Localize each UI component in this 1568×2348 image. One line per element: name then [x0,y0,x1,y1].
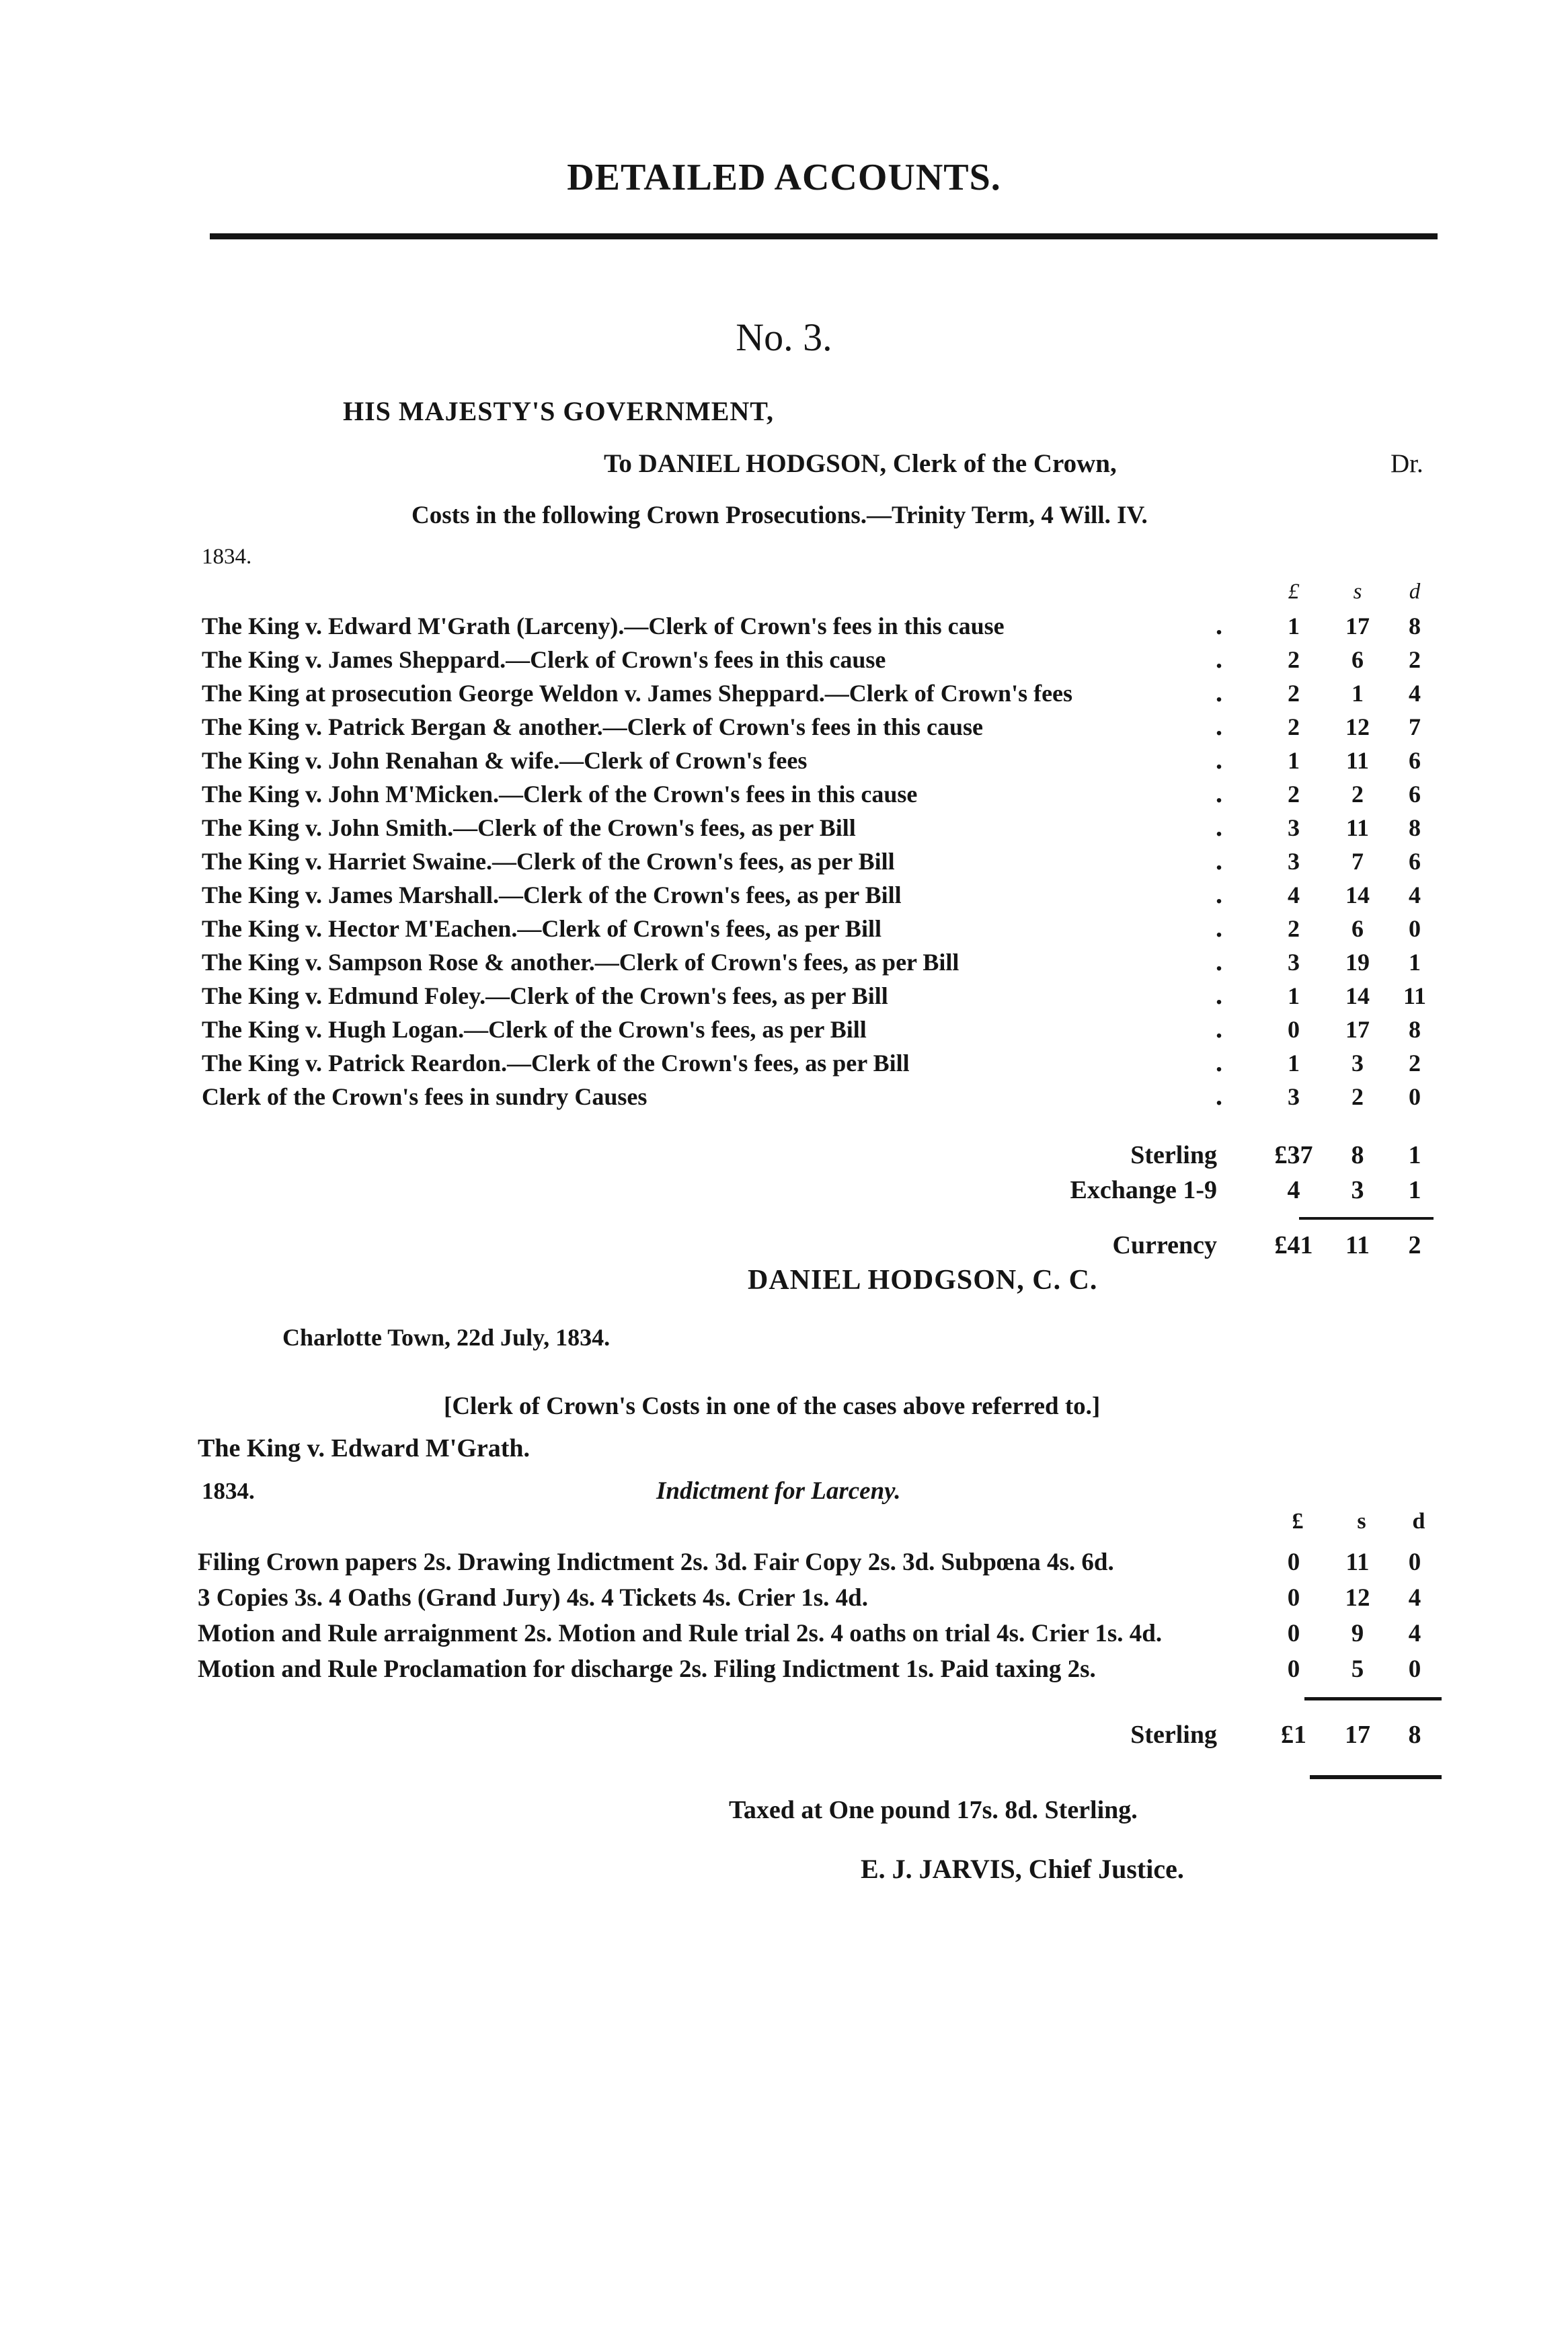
row-description: The King v. Edmund Foley.—Clerk of the Crown's fees, as per Bill [202,982,888,1009]
exchange-pounds: 4 [1287,1176,1300,1204]
row-pounds: 3 [1288,814,1300,841]
row-amount [1260,1049,1442,1083]
sterling-total [968,1140,1446,1174]
row-description: The King v. James Marshall.—Clerk of the Crown's fees, as per Bill [202,882,902,908]
fee-shillings: 12 [1345,1584,1370,1612]
fee-amount [1260,1548,1442,1583]
currency-label: Currency [1112,1231,1217,1259]
currency-total [968,1230,1446,1264]
row-pence: 6 [1409,848,1421,875]
row-shillings: 11 [1345,814,1369,841]
row-pounds: 2 [1288,646,1300,673]
place-date: Charlotte Town, 22d July, 1834. [282,1324,611,1351]
row-description: The King v. James Sheppard.—Clerk of Crown's fees in this cause [202,646,886,673]
fees-sterling-amount [1260,1720,1442,1754]
account-row [202,612,1446,645]
fee-pounds: 0 [1287,1655,1300,1683]
total-rule [1299,1217,1434,1220]
row-pence: 8 [1409,1016,1421,1043]
leader-dot: . [1216,946,1222,976]
row-shillings: 11 [1345,747,1369,774]
row-description: The King v. John M'Micken.—Clerk of the Crown's fees in this cause [202,781,918,808]
row-description: The King v. Patrick Bergan & another.—Clerk of Crown's fees in this cause [202,713,983,740]
fee-shillings: 9 [1351,1620,1364,1647]
row-pence: 0 [1409,915,1421,942]
fee-amount [1260,1655,1442,1690]
row-pence: 8 [1409,814,1421,841]
account-row [202,982,1446,1015]
clerk-signature: DANIEL HODGSON, C. C. [748,1265,1098,1296]
leader-dot: . [1216,879,1222,909]
row-description: The King v. Edward M'Grath (Larceny).—Clerk of Crown's fees in this cause [202,613,1005,639]
leader-dot: . [1216,1013,1222,1044]
row-pence: 8 [1409,613,1421,639]
row-pence: 4 [1409,680,1421,707]
row-amount [1260,881,1442,914]
row-pounds: 0 [1288,1016,1300,1043]
account-year: 1834. [202,545,252,569]
shillings-header: s [1353,580,1362,604]
fees-rule [1304,1697,1442,1700]
pounds-header: £ [1292,1509,1304,1534]
row-pounds: 2 [1288,915,1300,942]
row-description: The King v. John Renahan & wife.—Clerk of Crown's fees [202,747,808,774]
row-pence: 7 [1409,713,1421,740]
leader-dot: . [1216,912,1222,943]
account-row [202,881,1446,914]
row-pounds: 3 [1288,1083,1300,1110]
row-pounds: 1 [1288,1050,1300,1077]
row-amount [1260,1083,1442,1116]
fees-sterling-label: Sterling [1130,1721,1217,1749]
fee-amount [1260,1583,1442,1618]
account-row [202,679,1446,713]
fee-pence: 4 [1408,1620,1421,1647]
row-description: The King v. Hugh Logan.—Clerk of the Crown's fees, as per Bill [202,1016,867,1043]
debit-mark: Dr. [1390,449,1423,478]
row-pence: 0 [1409,1083,1421,1110]
pounds-header: £ [1288,580,1300,604]
leader-dot: . [1216,812,1222,842]
pence-header: d [1409,580,1421,604]
fees-sterling-total [968,1720,1446,1754]
costs-note: [Clerk of Crown's Costs in one of the cases above referred to.] [444,1393,1101,1420]
leader-dot: . [1216,845,1222,875]
leader-dot: . [1216,711,1222,741]
row-amount [1260,713,1442,746]
row-shillings: 19 [1345,949,1370,976]
fee-pence: 0 [1408,1549,1421,1576]
row-shillings: 6 [1351,646,1364,673]
fee-pounds: 0 [1287,1584,1300,1612]
row-shillings: 1 [1351,680,1364,707]
currency-amount [1260,1230,1442,1264]
exchange-label: Exchange 1-9 [1070,1176,1217,1204]
row-description: The King v. Harriet Swaine.—Clerk of the Crown's fees, as per Bill [202,848,895,875]
leader-dot: . [1216,744,1222,775]
fee-pounds: 0 [1287,1549,1300,1576]
fees-currency-header [1264,1509,1446,1536]
currency-shillings: 11 [1345,1231,1370,1259]
row-shillings: 2 [1351,781,1364,808]
row-pence: 2 [1409,646,1421,673]
row-amount [1260,814,1442,847]
header-rule [210,233,1438,239]
row-shillings: 7 [1351,848,1364,875]
account-row [202,1083,1446,1116]
row-shillings: 3 [1351,1050,1364,1077]
sterling-pence: 1 [1408,1141,1421,1169]
leader-dot: . [1216,980,1222,1010]
fee-shillings: 11 [1345,1549,1370,1576]
page-title: DETAILED ACCOUNTS. [567,157,1001,198]
row-description: The King v. Patrick Reardon.—Clerk of the Crown's fees, as per Bill [202,1050,910,1077]
row-shillings: 6 [1351,915,1364,942]
row-pounds: 3 [1288,848,1300,875]
row-shillings: 17 [1345,1016,1370,1043]
account-row [202,948,1446,982]
row-pounds: 1 [1288,747,1300,774]
case-name: The King v. Edward M'Grath. [198,1434,531,1462]
account-row [202,746,1446,780]
row-pounds: 4 [1288,882,1300,908]
row-description: Clerk of the Crown's fees in sundry Causes [202,1083,648,1110]
exchange-amount [1260,1175,1442,1209]
fee-description: 3 Copies 3s. 4 Oaths (Grand Jury) 4s. 4 Tickets 4s. Crier 1s. 4d. [198,1584,869,1612]
account-row [202,914,1446,948]
row-description: The King v. Hector M'Eachen.—Clerk of Crown's fees, as per Bill [202,915,881,942]
leader-dot: . [1216,1047,1222,1077]
fee-row [198,1655,1442,1690]
row-pence: 6 [1409,781,1421,808]
row-shillings: 12 [1345,713,1370,740]
exchange-line [968,1175,1446,1209]
row-amount [1260,1015,1442,1049]
fee-shillings: 5 [1351,1655,1364,1683]
account-row [202,1049,1446,1083]
row-description: The King v. John Smith.—Clerk of the Crown's fees, as per Bill [202,814,856,841]
fee-description: Motion and Rule arraignment 2s. Motion and Rule trial 2s. 4 oaths on trial 4s. Crier 1s. 4d. [198,1620,1163,1647]
fee-amount [1260,1619,1442,1654]
row-shillings: 14 [1345,882,1370,908]
fees-sterling-pence: 8 [1408,1721,1421,1749]
row-pounds: 1 [1288,982,1300,1009]
row-pence: 6 [1409,747,1421,774]
taxed-statement: Taxed at One pound 17s. 8d. Sterling. [729,1796,1138,1824]
row-amount [1260,746,1442,780]
account-row [202,780,1446,814]
exchange-pence: 1 [1408,1176,1421,1204]
account-row [202,713,1446,746]
currency-pence: 2 [1408,1231,1421,1259]
row-pounds: 3 [1288,949,1300,976]
shillings-header: s [1357,1509,1366,1534]
row-shillings: 14 [1345,982,1370,1009]
row-pence: 4 [1409,882,1421,908]
row-amount [1260,982,1442,1015]
fee-row [198,1583,1442,1618]
justice-signature: E. J. JARVIS, Chief Justice. [861,1854,1184,1884]
currency-pounds: £41 [1274,1231,1313,1259]
account-row [202,645,1446,679]
row-shillings: 17 [1345,613,1370,639]
sterling-label: Sterling [1130,1141,1217,1169]
row-pence: 11 [1403,982,1426,1009]
fees-sterling-pounds: £1 [1281,1721,1306,1749]
row-shillings: 2 [1351,1083,1364,1110]
account-number: No. 3. [736,315,832,359]
fee-pence: 0 [1408,1655,1421,1683]
row-amount [1260,948,1442,982]
leader-dot: . [1216,677,1222,707]
fee-description: Filing Crown papers 2s. Drawing Indictment 2s. 3d. Fair Copy 2s. 3d. Subpœna 4s. 6d. [198,1549,1114,1576]
fee-row [198,1619,1442,1654]
costs-year: 1834. [202,1478,255,1504]
row-pence: 2 [1409,1050,1421,1077]
sterling-amount [1260,1140,1442,1174]
account-row [202,1015,1446,1049]
sterling-shillings: 8 [1351,1141,1364,1169]
costs-heading: Costs in the following Crown Prosecutions.—Trinity Term, 4 Will. IV. [411,502,1148,529]
account-row [202,847,1446,881]
row-amount [1260,914,1442,948]
row-pounds: 1 [1288,613,1300,639]
row-description: The King v. Sampson Rose & another.—Clerk of Crown's fees, as per Bill [202,949,959,976]
row-amount [1260,679,1442,713]
leader-dot: . [1216,643,1222,674]
row-amount [1260,645,1442,679]
sterling-pounds: £37 [1274,1141,1313,1169]
fee-row [198,1548,1442,1583]
row-pounds: 2 [1288,680,1300,707]
fees-total-rule [1310,1775,1442,1779]
leader-dot: . [1216,778,1222,808]
creditor: To DANIEL HODGSON, Clerk of the Crown, [604,449,1117,478]
addressee: HIS MAJESTY'S GOVERNMENT, [343,396,775,426]
pence-header: d [1412,1509,1425,1534]
account-row [202,814,1446,847]
fee-pounds: 0 [1287,1620,1300,1647]
fee-pence: 4 [1408,1584,1421,1612]
leader-dot: . [1216,610,1222,640]
row-pence: 1 [1409,949,1421,976]
row-amount [1260,847,1442,881]
currency-header [1260,580,1442,606]
row-amount [1260,612,1442,645]
row-pounds: 2 [1288,781,1300,808]
row-pounds: 2 [1288,713,1300,740]
fee-description: Motion and Rule Proclamation for discharge 2s. Filing Indictment 1s. Paid taxing 2s. [198,1655,1096,1683]
fees-sterling-shillings: 17 [1345,1721,1370,1749]
row-description: The King at prosecution George Weldon v. James Sheppard.—Clerk of Crown's fees [202,680,1073,707]
leader-dot: . [1216,1081,1222,1111]
exchange-shillings: 3 [1351,1176,1364,1204]
row-amount [1260,780,1442,814]
indictment-title: Indictment for Larceny. [656,1477,901,1505]
